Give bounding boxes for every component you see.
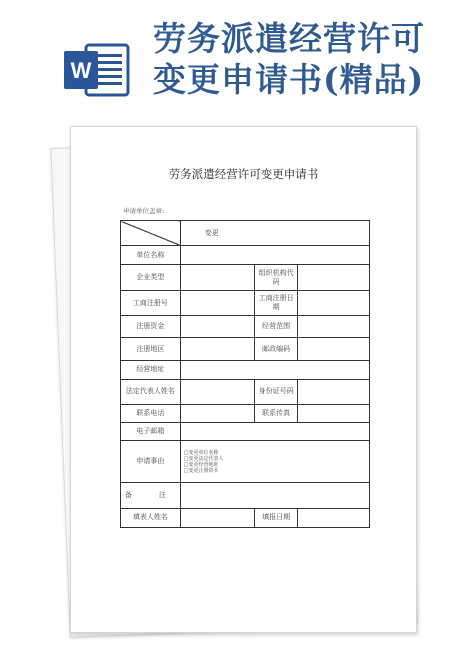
svg-text:W: W — [70, 58, 92, 83]
reason-option[interactable]: □变更注册资本 — [183, 467, 219, 474]
value-filler[interactable] — [180, 508, 255, 527]
label-postal-code: 邮政编码 — [255, 338, 297, 360]
value-reg-capital[interactable] — [180, 316, 255, 338]
value-legal-rep[interactable] — [180, 379, 255, 404]
reason-option[interactable]: □变更法定代表人 — [183, 455, 224, 462]
value-postal-code[interactable] — [297, 338, 369, 360]
document-title: 劳务派遣经营许可变更申请书 — [168, 167, 319, 181]
label-reason: 申请事由 — [121, 441, 181, 483]
reason-option[interactable]: □变更经营地址 — [183, 461, 219, 468]
value-biz-address[interactable] — [180, 360, 369, 379]
label-biz-reg-no: 工商注册号 — [121, 290, 181, 315]
value-reg-address[interactable] — [180, 338, 255, 360]
label-biz-reg-date: 工商注册日期 — [255, 290, 297, 315]
value-enterprise-type[interactable] — [180, 265, 255, 290]
label-unit-name: 单位名称 — [121, 246, 181, 265]
label-contact: 联系传真 — [255, 405, 297, 423]
document-page — [70, 126, 417, 633]
value-phone[interactable] — [180, 405, 255, 423]
label-reg-capital: 注册资金 — [121, 316, 181, 338]
label-enterprise-type: 企业类型 — [121, 265, 181, 290]
value-id-no[interactable] — [297, 379, 369, 404]
label-phone: 联系电话 — [121, 405, 181, 423]
reason-options — [180, 441, 369, 483]
value-org-code[interactable] — [297, 265, 369, 290]
label-id-no: 身份证号码 — [255, 379, 297, 404]
label-fill-date: 填报日期 — [255, 508, 297, 527]
header-change-label: 变更 — [180, 221, 369, 246]
header-diagonal-cell — [121, 221, 181, 246]
value-fill-date[interactable] — [297, 508, 369, 527]
label-legal-rep: 法定代表人姓名 — [121, 379, 181, 404]
value-biz-scope[interactable] — [297, 316, 369, 338]
label-filler: 填表人姓名 — [121, 508, 181, 527]
reason-option[interactable]: □变更单位名称 — [183, 449, 219, 456]
label-remarks: 备 注 — [121, 483, 181, 508]
applicant-seal-label: 申请单位盖章: — [123, 207, 165, 215]
value-unit-name[interactable] — [180, 246, 369, 265]
value-email[interactable] — [180, 423, 369, 441]
banner-title — [153, 18, 463, 100]
banner-title-line1: 劳务派遣经营许可 — [153, 19, 425, 58]
label-biz-scope: 经营范围 — [255, 316, 297, 338]
label-email: 电子邮箱 — [121, 423, 181, 441]
banner-title-line2: 变更申请书(精品) — [153, 60, 425, 99]
value-biz-reg-no[interactable] — [180, 290, 255, 315]
value-biz-reg-date[interactable] — [297, 290, 369, 315]
value-contact[interactable] — [297, 405, 369, 423]
label-biz-address: 经营地址 — [121, 360, 181, 379]
label-reg-address: 注册地区 — [121, 338, 181, 360]
word-document-icon — [64, 43, 130, 97]
application-form-table — [120, 220, 370, 528]
value-remarks[interactable] — [180, 483, 369, 508]
label-org-code: 组织机构代码 — [255, 265, 297, 290]
